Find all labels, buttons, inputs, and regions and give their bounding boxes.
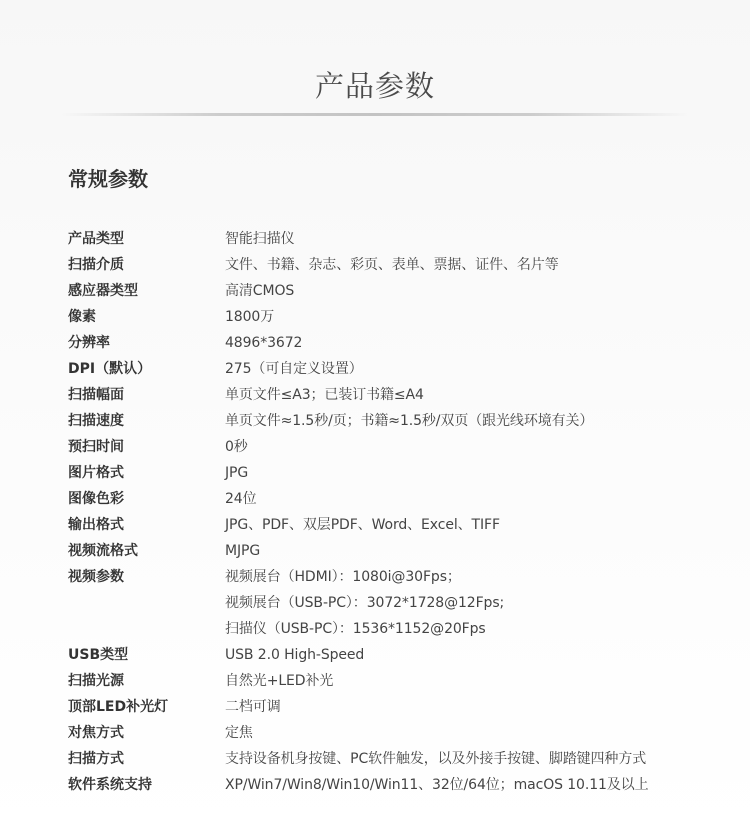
spec-value: 1800万 xyxy=(225,309,275,325)
spec-values xyxy=(225,226,708,252)
spec-value: JPG、PDF、双层PDF、Word、Excel、TIFF xyxy=(225,517,500,533)
spec-values xyxy=(225,434,708,460)
spec-value: 视频展台（HDMI）：1080i@30Fps； xyxy=(225,569,461,585)
spec-row xyxy=(68,512,708,538)
spec-value: 单页文件≤A3；已装订书籍≤A4 xyxy=(225,387,424,403)
spec-values xyxy=(225,720,708,746)
section-title: 常规参数 xyxy=(68,167,148,191)
spec-label: 产品类型 xyxy=(68,231,124,247)
spec-label: 顶部LED补光灯 xyxy=(68,699,169,715)
spec-label: 视频参数 xyxy=(68,569,124,585)
spec-row xyxy=(68,382,708,408)
spec-label: USB类型 xyxy=(68,647,129,663)
spec-value: 智能扫描仪 xyxy=(225,231,295,247)
page-header xyxy=(0,64,750,116)
spec-row xyxy=(68,278,708,304)
spec-row xyxy=(68,694,708,720)
spec-label: 像素 xyxy=(68,309,96,325)
spec-values xyxy=(225,642,708,668)
spec-row xyxy=(68,642,708,668)
spec-row xyxy=(68,720,708,746)
spec-label: 图片格式 xyxy=(68,465,124,481)
spec-values xyxy=(225,564,708,642)
spec-label: 分辨率 xyxy=(68,335,110,351)
spec-row xyxy=(68,668,708,694)
spec-row xyxy=(68,304,708,330)
spec-value: XP/Win7/Win8/Win10/Win11、32位/64位；macOS 10.11及以上 xyxy=(225,777,649,793)
spec-value: 单页文件≈1.5秒/页；书籍≈1.5秒/双页（跟光线环境有关） xyxy=(225,413,594,429)
spec-value: USB 2.0 High-Speed xyxy=(225,647,365,663)
spec-row xyxy=(68,772,708,798)
spec-label: 扫描幅面 xyxy=(68,387,124,403)
spec-value: 自然光+LED补光 xyxy=(225,673,334,689)
spec-value: JPG xyxy=(225,465,249,481)
spec-row xyxy=(68,408,708,434)
spec-value: 0秒 xyxy=(225,439,248,455)
spec-label: 图像色彩 xyxy=(68,491,124,507)
spec-values xyxy=(225,408,708,434)
title-divider xyxy=(60,113,690,116)
spec-row xyxy=(68,538,708,564)
spec-values xyxy=(225,278,708,304)
spec-value: 275（可自定义设置） xyxy=(225,361,363,377)
spec-label: 软件系统支持 xyxy=(68,777,152,793)
spec-row xyxy=(68,486,708,512)
spec-row xyxy=(68,746,708,772)
spec-label: 扫描方式 xyxy=(68,751,124,767)
spec-value: 24位 xyxy=(225,491,257,507)
spec-values xyxy=(225,746,708,772)
page-title: 产品参数 xyxy=(314,69,435,103)
spec-values xyxy=(225,694,708,720)
spec-label: 扫描光源 xyxy=(68,673,124,689)
spec-row xyxy=(68,564,708,642)
spec-value: 扫描仪（USB-PC）：1536*1152@20Fps xyxy=(225,621,486,637)
spec-values xyxy=(225,772,708,798)
spec-values xyxy=(225,330,708,356)
spec-table xyxy=(68,226,708,798)
spec-label: 预扫时间 xyxy=(68,439,124,455)
spec-label: 视频流格式 xyxy=(68,543,138,559)
spec-value: 定焦 xyxy=(225,725,253,741)
spec-label: 感应器类型 xyxy=(68,283,138,299)
spec-values xyxy=(225,460,708,486)
spec-label: DPI（默认） xyxy=(68,361,152,377)
spec-values xyxy=(225,512,708,538)
spec-values xyxy=(225,304,708,330)
spec-row xyxy=(68,460,708,486)
spec-values xyxy=(225,382,708,408)
spec-label: 对焦方式 xyxy=(68,725,124,741)
spec-row xyxy=(68,356,708,382)
spec-row xyxy=(68,226,708,252)
spec-value: 文件、书籍、杂志、彩页、表单、票据、证件、名片等 xyxy=(225,257,559,273)
spec-value: 视频展台（USB-PC）：3072*1728@12Fps; xyxy=(225,595,505,611)
spec-value: 4896*3672 xyxy=(225,335,303,351)
spec-values xyxy=(225,356,708,382)
spec-label: 扫描速度 xyxy=(68,413,124,429)
spec-value: 高清CMOS xyxy=(225,283,295,299)
spec-row xyxy=(68,252,708,278)
spec-row xyxy=(68,434,708,460)
spec-row xyxy=(68,330,708,356)
spec-values xyxy=(225,252,708,278)
spec-value: 二档可调 xyxy=(225,699,281,715)
spec-label: 扫描介质 xyxy=(68,257,124,273)
spec-value: 支持设备机身按键、PC软件触发，以及外接手按键、脚踏键四种方式 xyxy=(225,751,647,767)
spec-label: 输出格式 xyxy=(68,517,124,533)
spec-values xyxy=(225,486,708,512)
spec-values xyxy=(225,668,708,694)
spec-values xyxy=(225,538,708,564)
spec-value: MJPG xyxy=(225,543,261,559)
